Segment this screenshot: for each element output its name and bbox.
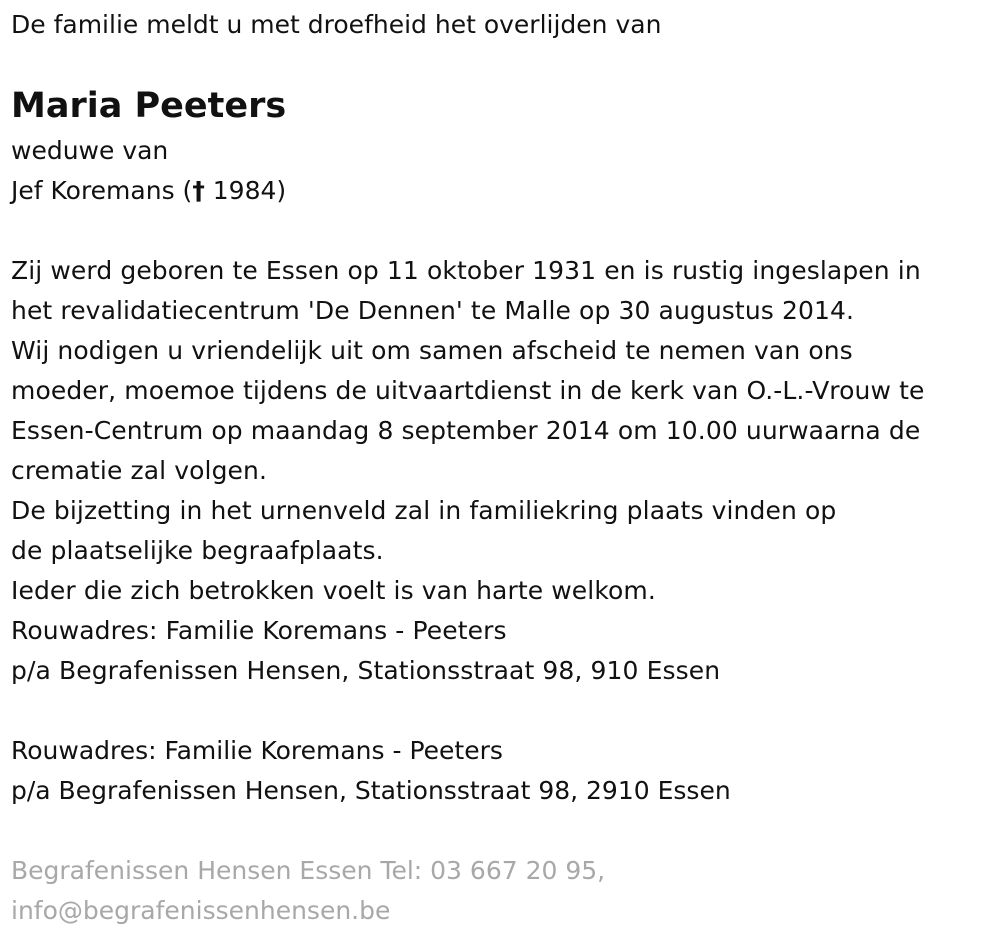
funeral-home-email: info@begrafenissenhensen.be [11, 896, 391, 925]
address-block [11, 731, 991, 811]
body-line: moeder, moemoe tijdens de uitvaartdienst in de kerk van O.-L.-Vrouw te [11, 376, 925, 405]
notice-body [11, 251, 991, 691]
relation-text: weduwe van [11, 136, 169, 165]
spacer [11, 811, 991, 851]
funeral-home-contact: Begrafenissen Hensen Essen Tel: 03 667 20 95, [11, 856, 606, 885]
funeral-home-footer [11, 851, 991, 931]
body-line: p/a Begrafenissen Hensen, Stationsstraat 98, 910 Essen [11, 656, 721, 685]
spacer [11, 691, 991, 731]
body-line: Essen-Centrum op maandag 8 september 2014 om 10.00 uurwaarna de [11, 416, 921, 445]
spouse-death-year: 1984) [204, 176, 287, 205]
body-line: Wij nodigen u vriendelijk uit om samen afscheid te nemen van ons [11, 336, 853, 365]
address-line: p/a Begrafenissen Hensen, Stationsstraat 98, 2910 Essen [11, 776, 731, 805]
deceased-name: Maria Peeters [11, 86, 287, 126]
body-line: de plaatselijke begraafplaats. [11, 536, 384, 565]
body-line: De bijzetting in het urnenveld zal in familiekring plaats vinden op [11, 496, 837, 525]
address-line: Rouwadres: Familie Koremans - Peeters [11, 736, 503, 765]
body-line: Ieder die zich betrokken voelt is van harte welkom. [11, 576, 656, 605]
intro-text: De familie meldt u met droefheid het overlijden van [11, 10, 662, 39]
spouse-line [11, 171, 991, 211]
body-line: crematie zal volgen. [11, 456, 268, 485]
body-line: Zij werd geboren te Essen op 11 oktober 1931 en is rustig ingeslapen in [11, 256, 921, 285]
body-line: Rouwadres: Familie Koremans - Peeters [11, 616, 507, 645]
spouse-name: Jef Koremans ( [11, 176, 193, 205]
obituary-notice [11, 0, 991, 931]
body-line: het revalidatiecentrum 'De Dennen' te Malle op 30 augustus 2014. [11, 296, 855, 325]
spacer [11, 211, 991, 251]
cross-icon: † [192, 176, 205, 205]
